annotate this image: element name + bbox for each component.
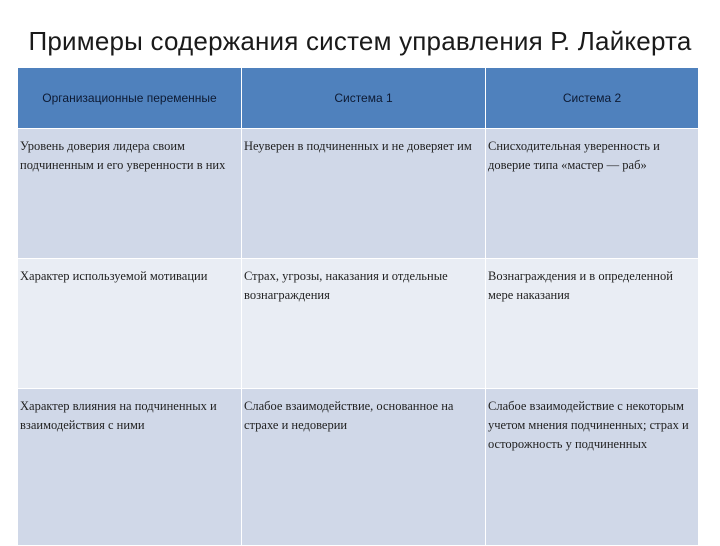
slide-title: Примеры содержания систем управления Р. Лайкерта: [28, 26, 692, 56]
cell-system-1: Страх, угрозы, наказания и отдельные вознаграждения: [242, 259, 486, 389]
cell-system-2: Вознаграждения и в определенной мере наказания: [486, 259, 699, 389]
header-org-variables: Организационные переменные: [18, 68, 242, 129]
table-row: [18, 389, 699, 546]
cell-system-2: Снисходительная уверенность и доверие типа «мастер — раб»: [486, 129, 699, 259]
cell-variable: Уровень доверия лидера своим подчиненным и его уверенности в них: [18, 129, 242, 259]
table-row: [18, 259, 699, 389]
cell-variable: Характер влияния на подчиненных и взаимодействия с ними: [18, 389, 242, 546]
cell-system-2: Слабое взаимодействие с некоторым учетом мнения подчиненных; страх и осторожность у подчиненных: [486, 389, 699, 546]
header-system-2: Система 2: [486, 68, 699, 129]
cell-system-1: Слабое взаимодействие, основанное на страхе и недоверии: [242, 389, 486, 546]
table-row: [18, 129, 699, 259]
cell-system-1: Неуверен в подчиненных и не доверяет им: [242, 129, 486, 259]
table-header-row: [18, 68, 699, 129]
likert-table: [17, 67, 699, 546]
header-system-1: Система 1: [242, 68, 486, 129]
cell-variable: Характер используемой мотивации: [18, 259, 242, 389]
